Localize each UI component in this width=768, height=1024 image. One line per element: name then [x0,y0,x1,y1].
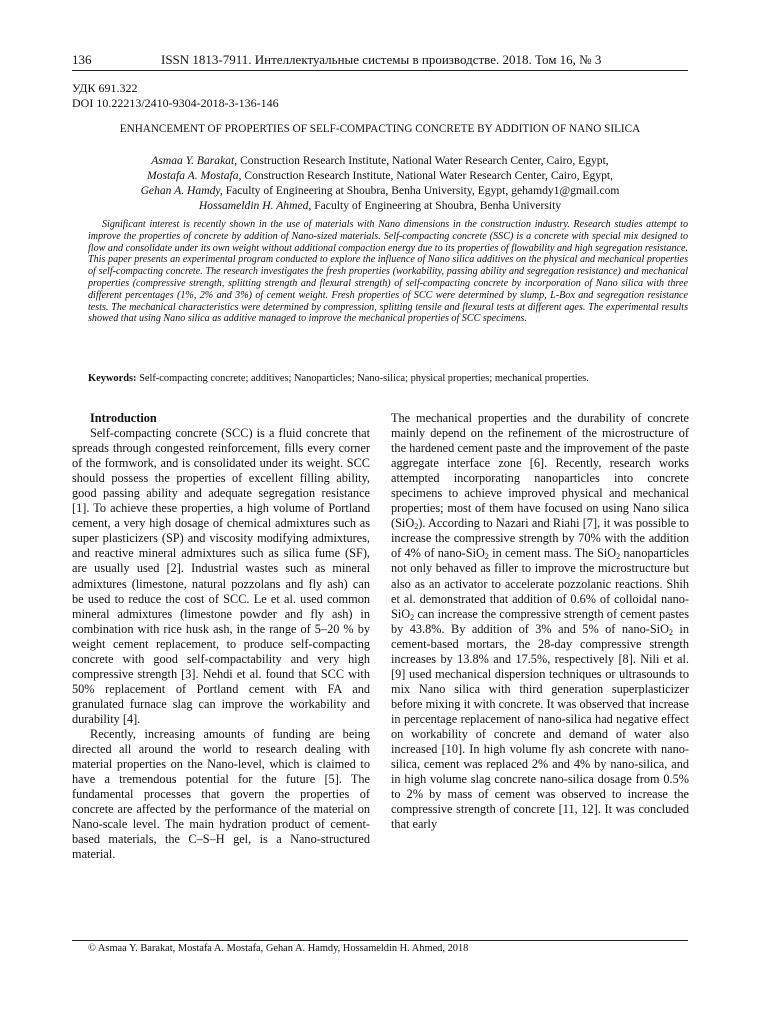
subscript: 2 [616,552,621,562]
subscript: 2 [484,552,489,562]
keywords [88,373,688,384]
text-run: in cement-based mortars, the 28-day compressive strength increases by 13.8% and 17.5%, respectively [8]. Nili et al. [9] used mechanical dispersion techniques or ultrasounds to mix Nano silica with third generation superplasticizer before mixing it with concrete. It was observed that increase in percentage replacement of nano-silica had negative effect on workability of concrete and demand of water also increased [10]. In high volume fly ash concrete with nano-silica, cement was replaced 2% and 4% by nano-silica, and in high volume slag concrete nano-silica dosage from 0.5% to 2% by mass of cement was observed to increase the compressive strength of concrete [11, 12]. It was concluded that early [391,621,689,832]
abstract-text: Significant interest is recently shown in the use of materials with Nano dimensions in the construction industry. Research studies attempt to improve the properties of concrete by addition of Nano-sized materials. Self-compacting concrete (SSC) is a concrete with special mix designed to flow and consolidate under its own weight without additional compaction energy due to its properties of flowability and high segregation resistance. This paper presents an experimental program conducted to explore the influence of Nano silica additives on the physical and mechanical properties of self-compacting concrete. The research investigates the fresh properties (workability, passing ability and segregation resistance) and mechanical properties (compressive strength, splitting strength and flexural strength) of self-compacting concrete by incorporation of Nano silica with three different percentages (1%, 2% and 3%) of cement weight. Fresh properties of SCC were determined by slump, L-Box and segregation resistance tests. The mechanical characteristics were determined by compression, splitting tensile and flexural tests at different ages. The experimental results showed that using Nano silica as additive managed to improve the mechanical properties of SCC specimens. [88,219,688,325]
paragraph [391,411,689,832]
author-line [72,153,688,168]
section-heading-introduction: Introduction [90,411,157,425]
keywords-label: Keywords: [88,373,137,384]
author-line [72,183,688,198]
text-run: can increase the compressive strength of cement pastes by 43.8%. By addition of 3% and 5% of nano-SiO [391,606,689,636]
author-affiliation: Construction Research Institute, National Water Research Center, Cairo, Egypt, [241,169,614,182]
author-line [72,168,688,183]
abstract [88,219,688,325]
text-run: ). According to Nazari and Riahi [7], it was possible to increase the compressive strength by 70% with the addition of 4% of nano-SiO [391,516,689,561]
author-name: Asmaa Y. Barakat, [151,154,238,167]
author-name: Hossameldin H. Ahmed, [198,199,312,212]
page-number: 136 [72,52,92,67]
subscript: 2 [414,522,419,532]
identifiers [72,81,279,111]
right-column [391,411,689,832]
text-run: nanoparticles not only behaved as filler to improve the microstructure but also as an activator to accelerate pozzolanic reactions. Shih et al. demonstrated that addition of 0.6% of colloidal nano-SiO [391,546,689,621]
author-affiliation: Faculty of Engineering at Shoubra, Benha University, Egypt, gehamdy1@gmail.com [222,184,620,197]
subscript: 2 [668,627,673,637]
paper-title: ENHANCEMENT OF PROPERTIES OF SELF-COMPACTING CONCRETE BY ADDITION OF NANO SILICA [119,123,641,135]
journal-citation: ISSN 1813-7911. Интеллектуальные системы в производстве. 2018. Том 16, № 3 [161,52,602,67]
udk-code: УДК 691.322 [72,81,138,95]
paragraph: Recently, increasing amounts of funding are being directed all around the world to research dealing with material properties on the Nano-level, which is claimed to have a tremendous potential for the future [5]. The fundamental processes that govern the properties of concrete are affected by the performance of the material on Nano-scale level. The main hydration product of cement-based materials, the C–S–H gel, is a Nano-structured material. [72,726,370,862]
footer-divider [72,940,688,941]
running-header [72,50,688,71]
author-affiliation: Construction Research Institute, National Water Research Center, Cairo, Egypt, [237,154,609,167]
author-list [72,153,688,213]
left-column [72,411,370,862]
author-name: Gehan A. Hamdy, [140,184,223,197]
doi: DOI 10.22213/2410-9304-2018-3-136-146 [72,96,279,110]
keywords-text: Self-compacting concrete; additives; Nanoparticles; Nano-silica; physical properties; mechanical properties. [136,373,589,384]
text-run: The mechanical properties and the durability of concrete mainly depend on the refinement of the microstructure of the hardened cement paste and the improvement of the paste aggregate interface zone [6]. Recently, research works attempted incorporating nanoparticles into concrete specimens to achieve improved physical and mechanical properties; most of them have focused on using Nano silica (SiO [391,411,689,531]
author-name: Mostafa A. Mostafa, [146,169,242,182]
paragraph: Self-compacting concrete (SCC) is a fluid concrete that spreads through congested reinforcement, fills every corner of the formwork, and is consolidated under its weight. SCC should possess the properties of excellent filling ability, good passing ability and adequate segregation resistance [1]. To achieve these properties, a high volume of Portland cement, a very high dosage of chemical admixtures such as super plasticizers (SP) and viscosity modifying admixtures, and reactive mineral admixtures such as silica fume (SF), are usually used [2]. Industrial wastes such as mineral admixtures (limestone, natural pozzolans and fly ash) can be used to reduce the cost of SCC. Le et al. used common mineral admixtures (limestone powder and fly ash) in combination with rice husk ash, in the range of 5–20 % by weight cement replacement, to produce self-compacting concrete with good self-compactability and very high compressive strength [3]. Nehdi et al. found that SCC with 50% replacement of Portland cement with FA and granulated furnace slag can improve the workability and durability [4]. [72,426,370,726]
copyright-footer: © Asmaa Y. Barakat, Mostafa A. Mostafa, Gehan A. Hamdy, Hossameldin H. Ahmed, 2018 [88,943,469,954]
author-affiliation: Faculty of Engineering at Shoubra, Benha University [311,199,562,212]
text-run: in cement mass. The SiO [488,546,617,561]
subscript: 2 [410,612,415,622]
author-line [72,198,688,213]
